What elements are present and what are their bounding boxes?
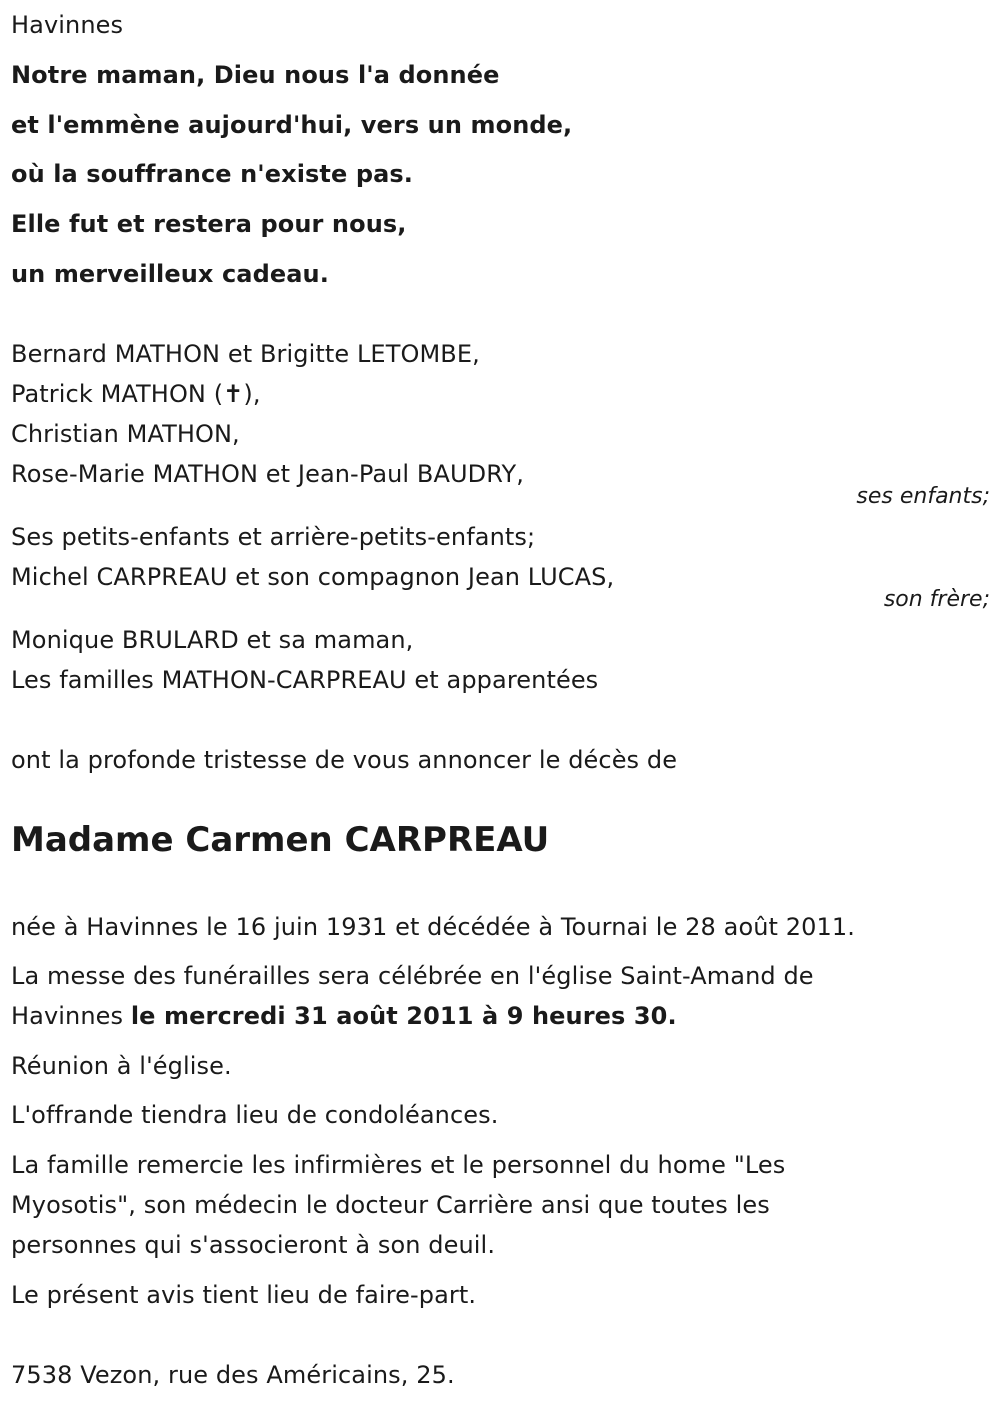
announcement: ont la profonde tristesse de vous annoncer le décès de [11, 746, 678, 774]
poem-line: Notre maman, Dieu nous l'a donnée [11, 61, 500, 89]
birth-death-dates: née à Havinnes le 16 juin 1931 et décédée à Tournai le 28 août 2011. [11, 913, 855, 941]
family-member: Patrick MATHON (✝), [11, 380, 261, 408]
mass-place: Havinnes [11, 1002, 131, 1030]
grandchildren: Ses petits-enfants et arrière-petits-enfants; [11, 523, 536, 551]
thanks-line: Myosotis", son médecin le docteur Carrière ansi que toutes les [11, 1191, 770, 1219]
poem-line: où la souffrance n'existe pas. [11, 160, 414, 188]
place-heading: Havinnes [11, 11, 124, 39]
family-member: Christian MATHON, [11, 420, 240, 448]
poem-line: un merveilleux cadeau. [11, 260, 329, 288]
meeting-note: Réunion à l'église. [11, 1052, 232, 1080]
deceased-name: Madame Carmen CARPREAU [11, 820, 550, 860]
poem-line: Elle fut et restera pour nous, [11, 210, 407, 238]
children-role: ses enfants; [856, 484, 990, 509]
family-member: Rose-Marie MATHON et Jean-Paul BAUDRY, [11, 460, 524, 488]
address: 7538 Vezon, rue des Américains, 25. [11, 1361, 455, 1389]
thanks-line: La famille remercie les infirmières et le personnel du home "Les [11, 1151, 786, 1179]
thanks-line: personnes qui s'associeront à son deuil. [11, 1231, 496, 1259]
funeral-mass-line [11, 1001, 677, 1031]
family-member: Les familles MATHON-CARPREAU et apparentées [11, 666, 599, 694]
family-member: Bernard MATHON et Brigitte LETOMBE, [11, 340, 480, 368]
brother: Michel CARPREAU et son compagnon Jean LUCAS, [11, 563, 615, 591]
notice-statement: Le présent avis tient lieu de faire-part. [11, 1281, 477, 1309]
funeral-mass-line: La messe des funérailles sera célébrée en l'église Saint-Amand de [11, 962, 814, 990]
mass-datetime: le mercredi 31 août 2011 à 9 heures 30. [130, 1002, 677, 1030]
offering-note: L'offrande tiendra lieu de condoléances. [11, 1101, 499, 1129]
brother-role: son frère; [883, 587, 990, 612]
family-member: Monique BRULARD et sa maman, [11, 626, 414, 654]
poem-line: et l'emmène aujourd'hui, vers un monde, [11, 111, 573, 139]
